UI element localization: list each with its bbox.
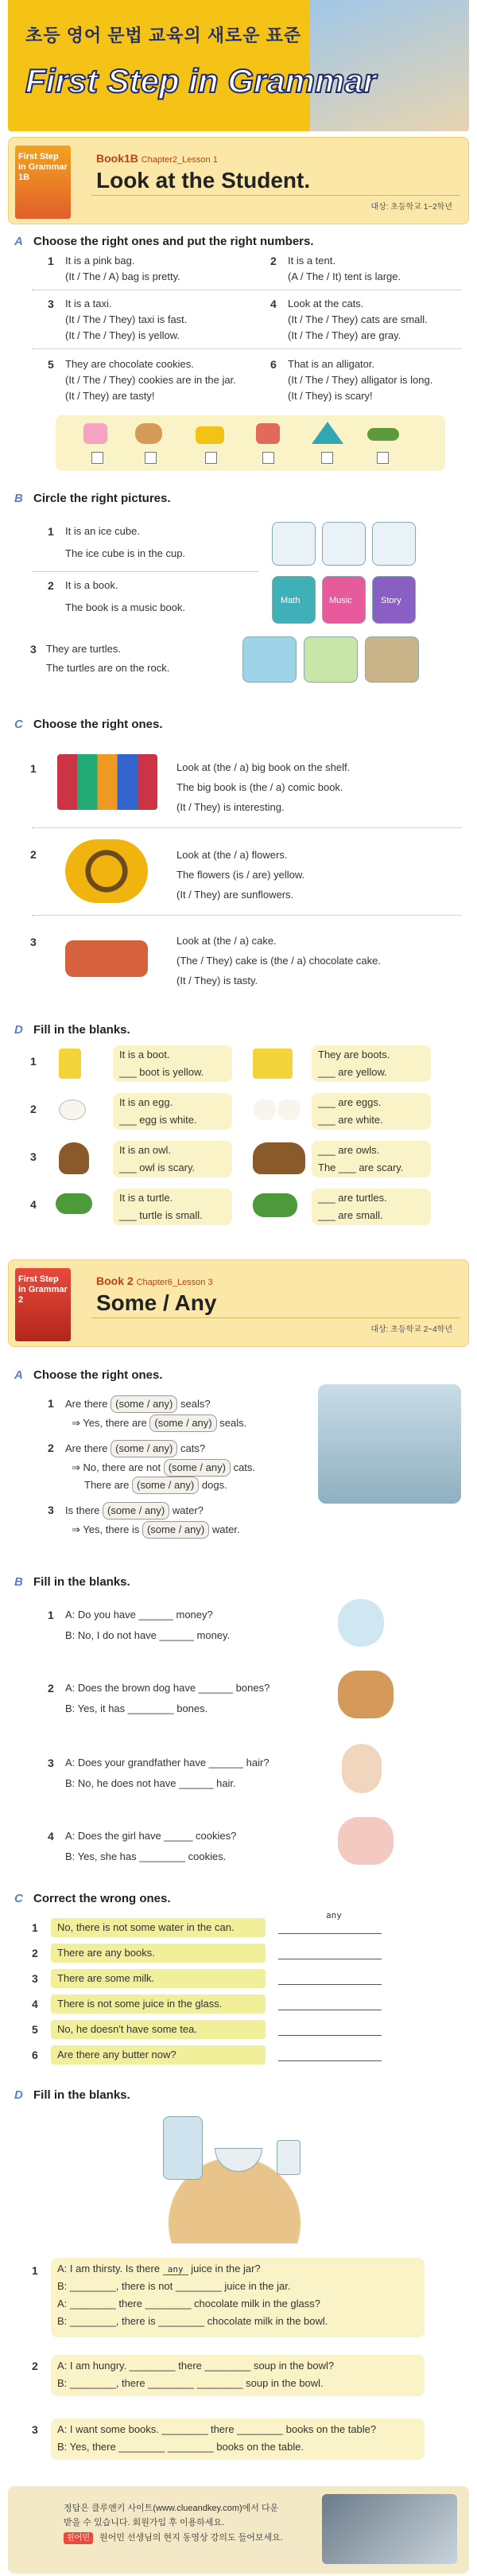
answer-blank[interactable] (278, 2035, 382, 2036)
answer-blank[interactable] (278, 2060, 382, 2061)
sunflowers-picture (65, 839, 148, 903)
item-line: It is an egg. (119, 1096, 173, 1108)
item-number: 3 (48, 1504, 54, 1516)
item-number: 1 (48, 255, 54, 267)
item-line: It is a turtle. (119, 1192, 173, 1204)
item-line: They are boots. (318, 1049, 390, 1060)
lesson-code: Book 2 Chapter6_Lesson 3 (96, 1274, 213, 1287)
item-number: 6 (270, 358, 277, 371)
item-number: 2 (48, 1682, 54, 1695)
item-line: The turtles are on the rock. (46, 662, 170, 674)
turtle-icon (56, 1193, 92, 1214)
item-number: 3 (30, 936, 37, 948)
item-number: 4 (48, 1830, 54, 1843)
sentence-box: There is not some juice in the glass. (51, 1994, 266, 2014)
book-cover-icon: First Step in Grammar 1B (15, 146, 71, 219)
item-line: (It / They) is scary! (288, 390, 373, 402)
answer-blank[interactable] (278, 1984, 382, 1985)
section-title: D Fill in the blanks. (14, 1023, 130, 1037)
turtles-water-picture[interactable] (242, 636, 297, 683)
item-line: They are turtles. (46, 643, 121, 655)
item-number: 1 (30, 1055, 37, 1068)
spoon-picture[interactable] (372, 522, 416, 566)
item-line: A: Does the girl have _____ cookies? (65, 1830, 237, 1842)
egg-icon (59, 1099, 86, 1120)
item-line: ___ are yellow. (318, 1066, 387, 1078)
item-number: 5 (32, 2023, 38, 2036)
item-number: 3 (48, 298, 54, 310)
cup-picture[interactable] (272, 522, 316, 566)
item-line: (It / The / They) alligator is long. (288, 374, 433, 386)
item-number: 3 (48, 1757, 54, 1769)
tent-icon (312, 422, 343, 444)
answer-box[interactable] (91, 452, 103, 464)
question-line: Are there (some / any) cats? (65, 1440, 205, 1457)
item-line: The book is a music book. (65, 601, 186, 613)
boy-picture (338, 1599, 384, 1647)
item-line: The ___ are scary. (318, 1162, 404, 1173)
item-line: The flowers (is / are) yellow. (176, 869, 305, 881)
item-line: It is a tent. (288, 255, 335, 267)
item-number: 3 (32, 1972, 38, 1985)
footer-line: 원어민 선생님의 현지 동영상 강의도 들어보세요. (99, 2533, 283, 2543)
item-line: Look at (the / a) cake. (176, 935, 277, 947)
item-line: ___ are owls. (318, 1144, 380, 1156)
item-line: ___ egg is white. (119, 1114, 197, 1126)
story-book-picture[interactable]: Story (372, 576, 416, 624)
item-line: A: I am hungry. ________ there ________ soup in the bowl? (57, 2360, 335, 2372)
cookies-icon (135, 423, 162, 444)
item-line: (It / The / They) taxi is fast. (65, 313, 188, 325)
item-line: A: I want some books. ________ there ________ books on the table? (57, 2423, 377, 2435)
item-line: ___ owl is scary. (119, 1162, 196, 1173)
turtles-grass-picture[interactable] (304, 636, 358, 683)
item-line: ___ turtle is small. (119, 1209, 203, 1221)
girl-picture (338, 1817, 394, 1865)
section-title: D Fill in the blanks. (14, 2088, 130, 2102)
math-book-picture[interactable]: Math (272, 576, 316, 624)
banner-subtitle: 초등 영어 문법 교육의 새로운 표준 (25, 25, 302, 45)
owl-icon (59, 1142, 89, 1174)
bag-icon (83, 423, 107, 444)
answer-line: There are (some / any) dogs. (84, 1477, 227, 1494)
section-title: B Fill in the blanks. (14, 1575, 130, 1589)
answer-box[interactable] (205, 452, 217, 464)
item-line: B: ________, there ________ ________ soup in the bowl. (57, 2377, 324, 2389)
item-line: The ice cube is in the cup. (65, 547, 186, 559)
item-number: 4 (30, 1198, 37, 1211)
item-number: 1 (48, 525, 54, 538)
item-line: It is an owl. (119, 1144, 172, 1156)
item-line: A: Does the brown dog have ______ bones? (65, 1682, 270, 1694)
ice-picture[interactable] (322, 522, 366, 566)
item-line: (It / The / They) cats are small. (288, 313, 428, 325)
dog-picture (338, 1671, 394, 1718)
item-number: 4 (270, 298, 277, 310)
item-line: B: No, he does not have ______ hair. (65, 1777, 236, 1789)
lesson-title: Some / Any (96, 1290, 217, 1315)
item-line: (It / The / They) cookies are in the jar. (65, 374, 236, 386)
item-line: (It / They) is tasty. (176, 975, 258, 986)
answer-box[interactable] (145, 452, 157, 464)
item-line: A: Does your grandfather have ______ hair? (65, 1757, 270, 1769)
grade-label: 대상: 초등학교 2~4학년 (370, 1325, 452, 1334)
item-number: 1 (32, 2264, 38, 2277)
item-line: A: Do you have ______ money? (65, 1609, 213, 1621)
item-line: B: Yes, it has ________ bones. (65, 1702, 208, 1714)
item-line: It is a book. (65, 579, 118, 591)
lesson1-header (8, 137, 469, 224)
answer-line: ⇒ Yes, there are (some / any) seals. (72, 1414, 246, 1432)
turtles-rock-picture[interactable] (365, 636, 419, 683)
item-line: (It / The / They) are gray. (288, 329, 401, 341)
section-title: B Circle the right pictures. (14, 492, 171, 505)
boot-icon (59, 1049, 81, 1079)
item-number: 1 (30, 762, 37, 775)
books-shelf-picture (57, 754, 157, 810)
item-line: That is an alligator. (288, 358, 375, 370)
item-number: 1 (32, 1921, 38, 1934)
item-line: (It / They) is interesting. (176, 801, 285, 813)
item-line: It is an ice cube. (65, 525, 140, 537)
kitchen-table-picture (119, 2108, 350, 2243)
item-line: ___ are white. (318, 1114, 383, 1126)
footer-badge: 원어민 (64, 2532, 93, 2544)
bag-icon (256, 423, 280, 444)
item-line: ___ boot is yellow. (119, 1066, 204, 1078)
section-title: C Correct the wrong ones. (14, 1892, 171, 1905)
music-book-picture[interactable]: Music (322, 576, 366, 624)
item-number: 2 (270, 255, 277, 267)
item-line: They are chocolate cookies. (65, 358, 194, 370)
item-line: It is a pink bag. (65, 255, 135, 267)
footer-line: 받을 수 있습니다. 회원가입 후 이용하세요. (64, 2518, 225, 2527)
item-line: A: I am thirsty. Is there any juice in the jar? (57, 2263, 261, 2274)
book-cover-icon: First Step in Grammar 2 (15, 1268, 71, 1341)
item-line: B: Yes, she has ________ cookies. (65, 1850, 227, 1862)
item-number: 3 (30, 643, 37, 656)
item-number: 2 (30, 848, 37, 861)
item-line: Look at the cats. (288, 298, 364, 309)
jar-icon (163, 2116, 203, 2180)
item-number: 3 (32, 2423, 38, 2436)
item-line: (It / They) are tasty! (65, 390, 155, 402)
item-line: ___ are small. (318, 1209, 383, 1221)
item-line: B: No, I do not have ______ money. (65, 1629, 231, 1641)
footer-line: 정답은 클루앤키 사이트(www.clueandkey.com)에서 다운 (64, 2504, 279, 2513)
item-number: 4 (32, 1998, 38, 2010)
eggs-icon (253, 1099, 301, 1120)
section-title: C Choose the right ones. (14, 718, 163, 731)
item-number: 2 (30, 1103, 37, 1115)
item-line: (A / The / It) tent is large. (288, 270, 401, 282)
item-line: B: ________, there is ________ chocolate milk in the bowl. (57, 2315, 328, 2327)
alligator-icon (367, 428, 399, 441)
cake-picture (65, 940, 148, 977)
item-number: 2 (48, 579, 54, 592)
example-answer: any (326, 1910, 342, 1920)
item-line: (It / The / They) is yellow. (65, 329, 180, 341)
item-line: It is a taxi. (65, 298, 112, 309)
item-line: It is a boot. (119, 1049, 170, 1060)
item-line: The big book is (the / a) comic book. (176, 781, 343, 793)
answer-box[interactable] (262, 452, 274, 464)
section-title: A Choose the right ones and put the right numbers. (14, 235, 314, 248)
grandfather-picture (342, 1744, 382, 1793)
answer-line: ⇒ Yes, there is (some / any) water. (72, 1521, 240, 1539)
item-number: 2 (32, 2360, 38, 2372)
item-line: ___ are turtles. (318, 1192, 387, 1204)
item-number: 2 (48, 1442, 54, 1454)
sentence-box: Are there any butter now? (51, 2045, 266, 2064)
answer-line: ⇒ No, there are not (some / any) cats. (72, 1459, 255, 1477)
item-number: 3 (30, 1150, 37, 1163)
answer-blank[interactable] (278, 1933, 382, 1934)
item-line: Look at (the / a) flowers. (176, 849, 288, 861)
item-number: 2 (32, 1947, 38, 1959)
sentence-box: There are any books. (51, 1944, 266, 1963)
item-line: (The / They) cake is (the / a) chocolate cake. (176, 955, 381, 967)
question-line: Are there (some / any) seals? (65, 1395, 211, 1413)
glass-icon (277, 2140, 301, 2175)
item-line: Look at (the / a) big book on the shelf. (176, 761, 351, 773)
owls-icon (253, 1142, 305, 1174)
grade-label: 대상: 초등학교 1~2학년 (370, 203, 452, 212)
turtles-icon (253, 1193, 297, 1217)
teacher-photo (322, 2494, 457, 2564)
item-number: 1 (48, 1397, 54, 1410)
item-line: (It / The / A) bag is pretty. (65, 270, 180, 282)
answer-box[interactable] (321, 452, 333, 464)
banner-title: First Step in Grammar (25, 62, 377, 99)
item-number: 5 (48, 358, 54, 371)
footer (8, 2486, 469, 2574)
lesson-code: Book1B Chapter2_Lesson 1 (96, 152, 218, 165)
lesson-title: Look at the Student. (96, 168, 311, 193)
boots-icon (253, 1049, 293, 1079)
taxi-icon (196, 426, 224, 444)
sentence-box: No, there is not some water in the can. (51, 1918, 266, 1937)
banner (8, 0, 469, 131)
sentence-box: No, he doesn't have some tea. (51, 2020, 266, 2039)
sentence-box: There are some milk. (51, 1969, 266, 1988)
item-number: 1 (48, 1609, 54, 1621)
zoo-picture (318, 1384, 461, 1504)
item-number: 6 (32, 2049, 38, 2061)
section-title: A Choose the right ones. (14, 1368, 163, 1382)
question-line: Is there (some / any) water? (65, 1502, 204, 1520)
item-line: B: ________, there is not ________ juice in the jar. (57, 2280, 291, 2292)
item-line: ___ are eggs. (318, 1096, 382, 1108)
item-line: A: ________ there ________ chocolate milk in the glass? (57, 2298, 321, 2309)
item-line: (It / They) are sunflowers. (176, 889, 294, 901)
answer-box[interactable] (377, 452, 389, 464)
lesson2-header (8, 1259, 469, 1347)
item-line: B: Yes, there ________ ________ books on the table. (57, 2441, 304, 2453)
